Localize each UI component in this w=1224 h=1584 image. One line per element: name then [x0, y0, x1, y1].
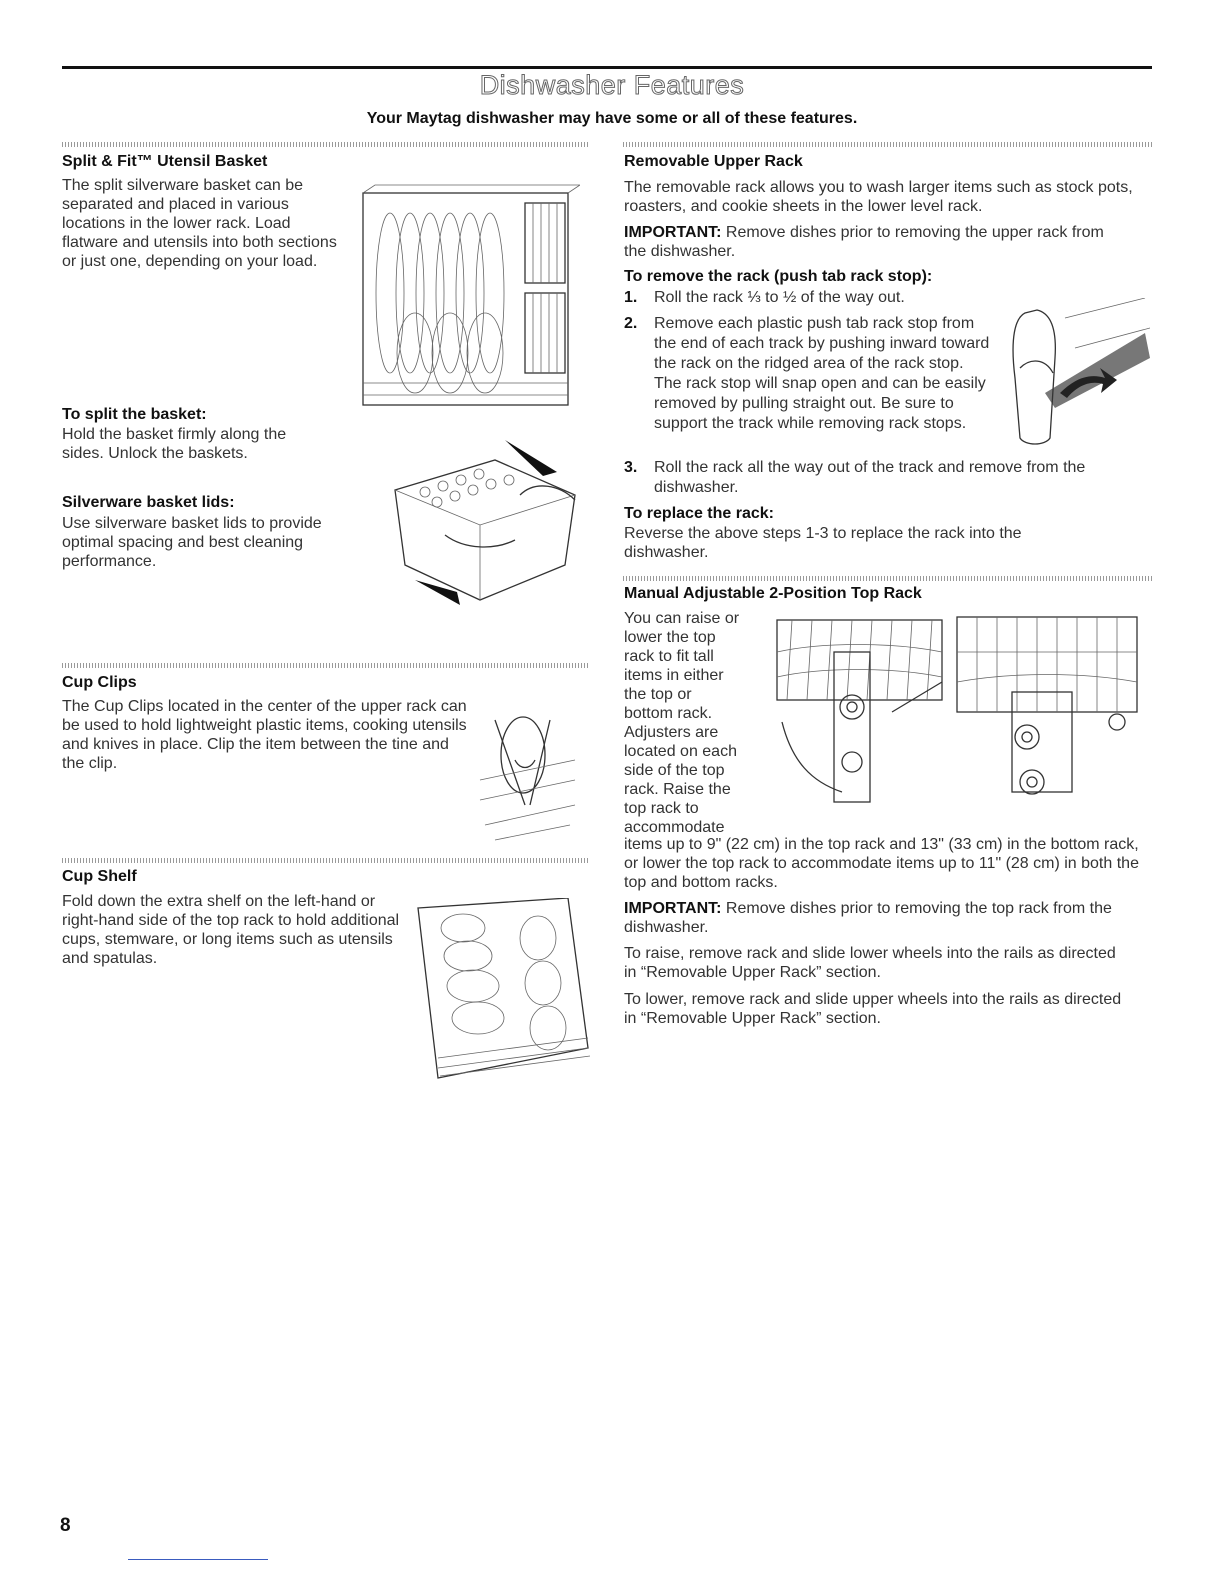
- step-1-text: Roll the rack ⅓ to ½ of the way out.: [654, 289, 905, 306]
- intro-line: rack. Raise the: [624, 781, 731, 798]
- important-text: Remove dishes prior to removing the upper rack from the dishwasher.: [624, 224, 1104, 260]
- divider: [62, 663, 588, 668]
- intro-line: items in either: [624, 667, 724, 684]
- cup-clips-body: The Cup Clips located in the center of the upper rack can be used to hold lightweight plastic items, cooking utensils and knives in place. Clip the item between the tine and the clip.: [62, 698, 467, 772]
- split-fit-heading: Split & Fit™ Utensil Basket: [62, 153, 268, 170]
- removable-rack-important: [624, 223, 1124, 261]
- cup-clips-illustration: [475, 700, 585, 845]
- intro-line: lower the top: [624, 629, 716, 646]
- intro-line: rack to fit tall: [624, 648, 714, 665]
- step-1-number: 1.: [624, 289, 638, 306]
- intro-line: the top or: [624, 686, 692, 703]
- divider: [623, 576, 1152, 581]
- divider: [62, 142, 588, 147]
- lower-rack-illustration: [355, 183, 580, 413]
- cup-shelf-heading: Cup Shelf: [62, 868, 137, 885]
- rack-adjuster-illustration-left: [772, 612, 947, 807]
- cup-shelf-body: Fold down the extra shelf on the left-hand or right-hand side of the top rack to hold additional cups, stemware, or long items such as utensils and spatulas.: [62, 893, 400, 967]
- basket-lids-body: Use silverware basket lids to provide optimal spacing and best cleaning performance.: [62, 515, 322, 570]
- important-text: Remove dishes prior to removing the top rack from the dishwasher.: [624, 900, 1112, 936]
- replace-rack-heading: To replace the rack:: [624, 505, 774, 522]
- remove-rack-heading: To remove the rack (push tab rack stop):: [624, 268, 933, 285]
- removable-rack-heading: Removable Upper Rack: [624, 153, 803, 170]
- rack-stop-illustration: [1005, 298, 1150, 448]
- intro-line: top rack to: [624, 800, 699, 817]
- step-3-text: Roll the rack all the way out of the track and remove from the dishwasher.: [654, 459, 1086, 496]
- page-title: Dishwasher Features: [479, 70, 745, 100]
- cup-clips-heading: Cup Clips: [62, 674, 137, 691]
- page-subtitle: Your Maytag dishwasher may have some or all of these features.: [366, 110, 858, 127]
- raise-instructions: To raise, remove rack and slide lower wheels into the rails as directed in “Removable Upper Rack” section.: [624, 945, 1116, 981]
- divider: [62, 858, 588, 863]
- removable-rack-body: The removable rack allows you to wash larger items such as stock pots, roasters, and cookie sheets in the lower level rack.: [624, 179, 1133, 215]
- footer-rule: [128, 1559, 268, 1560]
- intro-line: located on each: [624, 743, 737, 760]
- top-rule: [62, 66, 1152, 69]
- divider: [623, 142, 1152, 147]
- lower-instructions: To lower, remove rack and slide upper wheels into the rails as directed in “Removable Upper Rack” section.: [624, 991, 1122, 1027]
- adjustable-rack-important: [624, 899, 1149, 937]
- intro-line: Adjusters are: [624, 724, 719, 741]
- rack-adjuster-illustration-right: [952, 612, 1147, 807]
- intro-line: bottom rack.: [624, 705, 713, 722]
- basket-split-illustration: [385, 440, 585, 610]
- intro-line: accommodate: [624, 819, 725, 836]
- page-number: 8: [60, 1515, 71, 1536]
- step-2-number: 2.: [624, 315, 638, 332]
- intro-line: side of the top: [624, 762, 725, 779]
- basket-lids-heading: Silverware basket lids:: [62, 494, 235, 511]
- important-label: IMPORTANT:: [624, 224, 722, 241]
- split-basket-body: Hold the basket firmly along the sides. Unlock the baskets.: [62, 426, 287, 462]
- adjustable-rack-intro: [624, 609, 764, 837]
- step-2-text: Remove each plastic push tab rack stop from the end of each track by pushing inward toward the rack on the ridged area of the rack stop. The rack stop will snap open and can be easily removed by pulling straight out. Be sure to support the track while removing rack stops.: [654, 315, 990, 432]
- important-label: IMPORTANT:: [624, 900, 722, 917]
- cup-shelf-illustration: [408, 898, 593, 1083]
- split-fit-body: The split silverware basket can be separated and placed in various locations in the lower rack. Load flatware and utensils into both sections or just one, depending on your load.: [62, 177, 337, 270]
- step-3-number: 3.: [624, 459, 638, 476]
- intro-line: You can raise or: [624, 610, 740, 627]
- adjustable-rack-body: items up to 9" (22 cm) in the top rack and 13" (33 cm) in the bottom rack, or lower the top rack to accommodate items up to 11" (28 cm) in both the top and bottom racks.: [624, 836, 1139, 891]
- split-basket-heading: To split the basket:: [62, 406, 207, 423]
- replace-rack-body: Reverse the above steps 1-3 to replace the rack into the dishwasher.: [624, 525, 1022, 561]
- adjustable-rack-heading: Manual Adjustable 2-Position Top Rack: [624, 585, 922, 602]
